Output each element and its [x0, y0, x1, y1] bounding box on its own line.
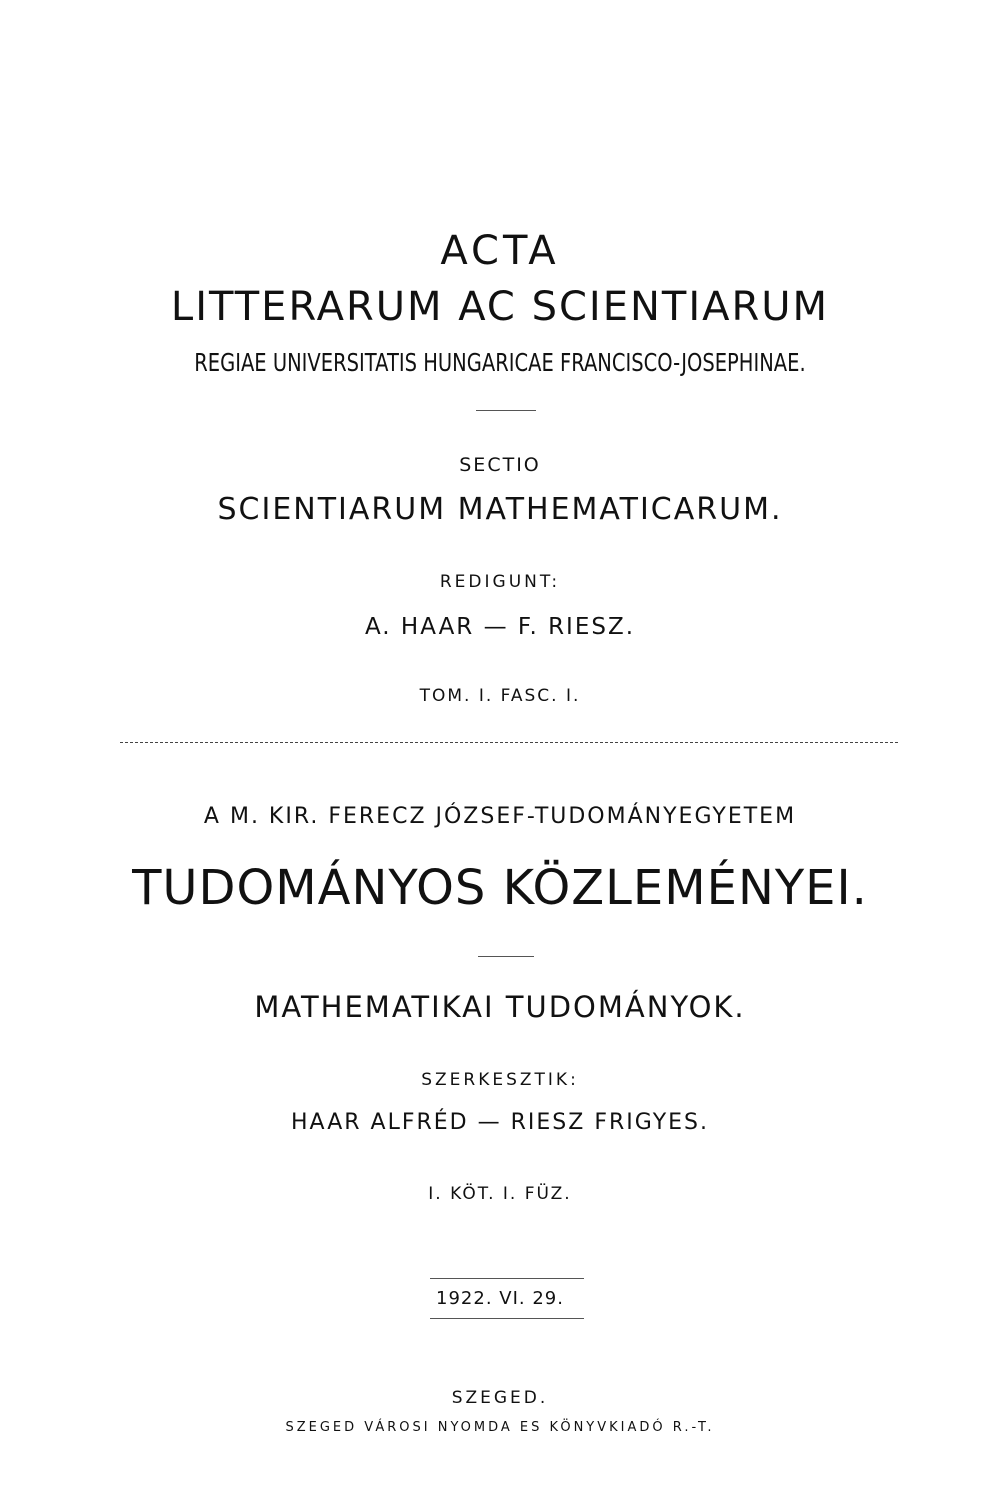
- university-name: A M. KIR. FERECZ JÓZSEF-TUDOMÁNYEGYETEM: [203, 804, 797, 829]
- divider-date-top: [430, 1278, 584, 1279]
- redigunt-label: REDIGUNT:: [439, 572, 561, 592]
- divider-date-bottom: [430, 1318, 584, 1319]
- title-acta: ACTA: [440, 228, 560, 274]
- tom-fasc: TOM. I. FASC. I.: [419, 686, 581, 706]
- szerkesztik-label: SZERKESZTIK:: [421, 1070, 579, 1090]
- editors-latin: A. HAAR — F. RIESZ.: [364, 614, 636, 640]
- divider-short-2: [478, 956, 534, 957]
- sectio-title: SCIENTIARUM MATHEMATICARUM.: [217, 492, 783, 527]
- subtitle-regiae: [0, 348, 1000, 377]
- main-title: TUDOMÁNYOS KÖZLEMÉNYEI.: [132, 860, 868, 916]
- subtitle-mathematikai: MATHEMATIKAI TUDOMÁNYOK.: [254, 990, 746, 1024]
- regiae-text: REGIAE UNIVERSITATIS HUNGARICAE FRANCISCO-JOSEPHINAE.: [194, 348, 806, 377]
- sectio-label: SECTIO: [459, 454, 541, 476]
- city: SZEGED.: [451, 1388, 549, 1408]
- publication-date: 1922. VI. 29.: [436, 1288, 564, 1309]
- title-litterarum: LITTERARUM AC SCIENTIARUM: [170, 284, 830, 330]
- printer: SZEGED VÁROSI NYOMDA ES KÖNYVKIADÓ R.-T.: [285, 1420, 715, 1435]
- divider-long: [120, 742, 898, 743]
- kot-fuz: I. KÖT. I. FÜZ.: [428, 1184, 572, 1204]
- editors-hungarian: HAAR ALFRÉD — RIESZ FRIGYES.: [291, 1110, 709, 1135]
- divider-short-1: [476, 410, 536, 411]
